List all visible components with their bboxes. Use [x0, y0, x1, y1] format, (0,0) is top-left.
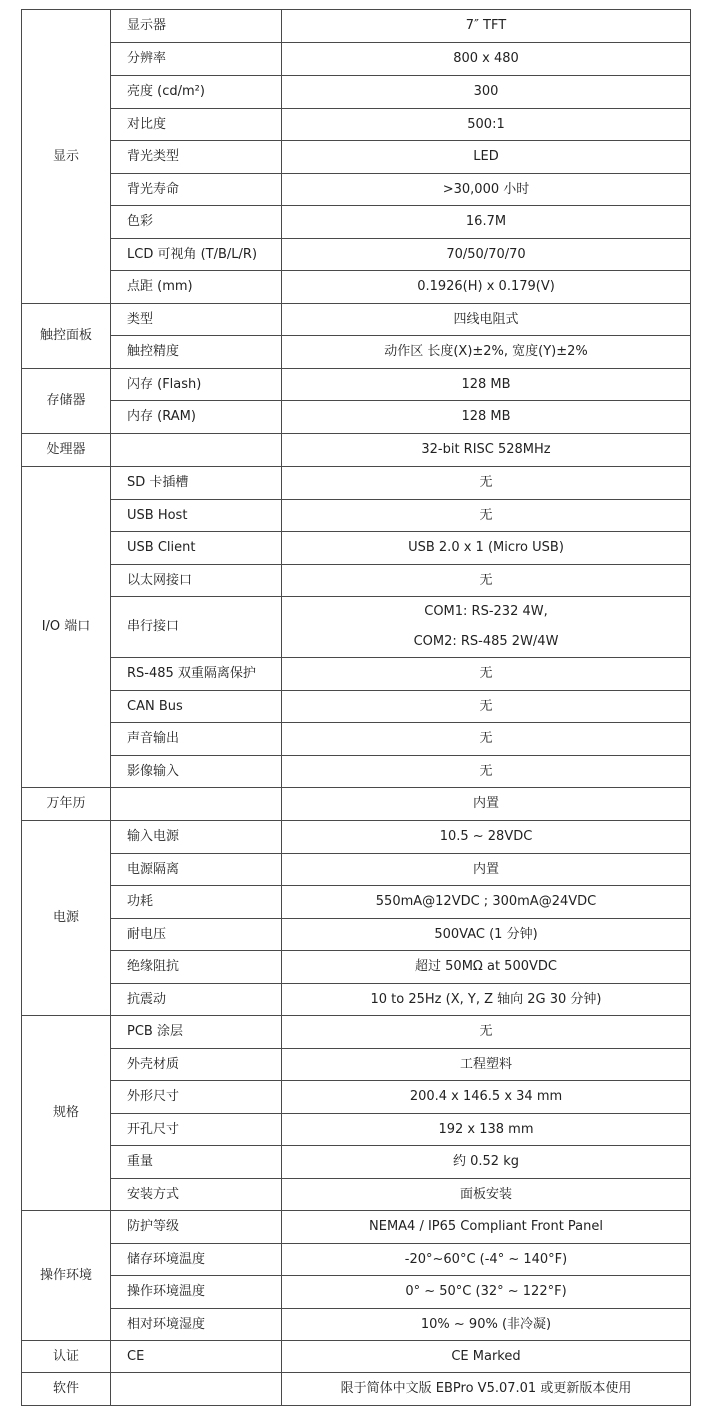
category-cell: 存储器 [22, 369, 111, 434]
item-cell [111, 434, 282, 467]
item-cell: 闪存 (Flash) [111, 369, 282, 401]
category-cell: 处理器 [22, 434, 111, 467]
category-cell: I/O 端口 [22, 467, 111, 788]
value-cell: 200.4 x 146.5 x 34 mm [282, 1081, 691, 1114]
item-cell: 外壳材质 [111, 1049, 282, 1081]
table-row [22, 1276, 691, 1309]
item-cell: RS-485 双重隔离保护 [111, 658, 282, 691]
value-cell: 70/50/70/70 [282, 239, 691, 271]
table-row [22, 1179, 691, 1211]
table-row [22, 788, 691, 821]
table-row [22, 658, 691, 691]
value-cell: 约 0.52 kg [282, 1146, 691, 1179]
item-cell: 触控精度 [111, 336, 282, 369]
item-cell: 安装方式 [111, 1179, 282, 1211]
category-cell: 规格 [22, 1016, 111, 1211]
item-cell: 功耗 [111, 886, 282, 919]
table-row [22, 304, 691, 336]
table-row [22, 401, 691, 434]
item-cell: 亮度 (cd/m²) [111, 76, 282, 109]
table-row [22, 109, 691, 141]
category-cell: 软件 [22, 1373, 111, 1406]
value-line: COM1: RS-232 4W, [424, 604, 548, 619]
table-row [22, 1309, 691, 1341]
value-cell: 300 [282, 76, 691, 109]
table-row [22, 532, 691, 565]
item-cell: 以太网接口 [111, 565, 282, 597]
item-cell: 类型 [111, 304, 282, 336]
item-cell: 防护等级 [111, 1211, 282, 1244]
table-row [22, 1081, 691, 1114]
item-cell: PCB 涂层 [111, 1016, 282, 1049]
table-row [22, 1049, 691, 1081]
table-row [22, 1016, 691, 1049]
table-row [22, 434, 691, 467]
value-cell: 内置 [282, 788, 691, 821]
table-row [22, 951, 691, 984]
item-cell: 绝缘阻抗 [111, 951, 282, 984]
value-cell: 面板安装 [282, 1179, 691, 1211]
value-cell: 0.1926(H) x 0.179(V) [282, 271, 691, 304]
table-row [22, 886, 691, 919]
item-cell: USB Client [111, 532, 282, 565]
table-row [22, 919, 691, 951]
table-row [22, 271, 691, 304]
item-cell [111, 788, 282, 821]
value-cell: >30,000 小时 [282, 174, 691, 206]
value-cell: 工程塑料 [282, 1049, 691, 1081]
item-cell: 影像输入 [111, 756, 282, 788]
value-cell: 无 [282, 723, 691, 756]
item-cell: CE [111, 1341, 282, 1373]
table-row [22, 1341, 691, 1373]
value-cell: 16.7M [282, 206, 691, 239]
table-row [22, 691, 691, 723]
table-row [22, 336, 691, 369]
value-cell: 超过 50MΩ at 500VDC [282, 951, 691, 984]
table-row [22, 10, 691, 43]
value-cell: 四线电阻式 [282, 304, 691, 336]
category-cell: 操作环境 [22, 1211, 111, 1341]
value-cell: 无 [282, 1016, 691, 1049]
category-cell: 万年历 [22, 788, 111, 821]
table-row [22, 984, 691, 1016]
value-cell: 10 to 25Hz (X, Y, Z 轴向 2G 30 分钟) [282, 984, 691, 1016]
item-cell: LCD 可视角 (T/B/L/R) [111, 239, 282, 271]
value-cell: 500:1 [282, 109, 691, 141]
value-cell: 10% ~ 90% (非冷凝) [282, 1309, 691, 1341]
value-cell: CE Marked [282, 1341, 691, 1373]
value-cell: 32-bit RISC 528MHz [282, 434, 691, 467]
value-cell: 内置 [282, 854, 691, 886]
spec-table-body [22, 10, 691, 1406]
value-line: COM2: RS-485 2W/4W [413, 634, 559, 649]
value-cell: 128 MB [282, 401, 691, 434]
table-row [22, 1114, 691, 1146]
value-cell: 10.5 ~ 28VDC [282, 821, 691, 854]
value-cell: 无 [282, 500, 691, 532]
table-row [22, 821, 691, 854]
table-row [22, 43, 691, 76]
table-row [22, 467, 691, 500]
item-cell: 开孔尺寸 [111, 1114, 282, 1146]
value-cell: 128 MB [282, 369, 691, 401]
table-row [22, 141, 691, 174]
item-cell: CAN Bus [111, 691, 282, 723]
table-row [22, 1244, 691, 1276]
value-cell: 550mA@12VDC ; 300mA@24VDC [282, 886, 691, 919]
item-cell: 点距 (mm) [111, 271, 282, 304]
item-cell: 内存 (RAM) [111, 401, 282, 434]
value-cell [282, 597, 691, 658]
value-cell: NEMA4 / IP65 Compliant Front Panel [282, 1211, 691, 1244]
item-cell: 声音输出 [111, 723, 282, 756]
table-row [22, 565, 691, 597]
item-cell: 分辨率 [111, 43, 282, 76]
value-cell: -20°~60°C (-4° ~ 140°F) [282, 1244, 691, 1276]
item-cell: 电源隔离 [111, 854, 282, 886]
table-row [22, 239, 691, 271]
item-cell: 色彩 [111, 206, 282, 239]
item-cell: 重量 [111, 1146, 282, 1179]
value-cell: 无 [282, 565, 691, 597]
value-cell: 无 [282, 691, 691, 723]
category-cell: 电源 [22, 821, 111, 1016]
item-cell [111, 1373, 282, 1406]
value-cell: 7″ TFT [282, 10, 691, 43]
table-row [22, 500, 691, 532]
category-cell: 显示 [22, 10, 111, 304]
value-cell: 0° ~ 50°C (32° ~ 122°F) [282, 1276, 691, 1309]
value-cell: 无 [282, 756, 691, 788]
item-cell: 输入电源 [111, 821, 282, 854]
value-cell: 无 [282, 467, 691, 500]
table-row [22, 174, 691, 206]
item-cell: 对比度 [111, 109, 282, 141]
table-row [22, 369, 691, 401]
item-cell: 操作环境温度 [111, 1276, 282, 1309]
category-cell: 触控面板 [22, 304, 111, 369]
table-row [22, 76, 691, 109]
value-cell: 192 x 138 mm [282, 1114, 691, 1146]
item-cell: 相对环境湿度 [111, 1309, 282, 1341]
table-row [22, 756, 691, 788]
value-cell: 800 x 480 [282, 43, 691, 76]
category-cell: 认证 [22, 1341, 111, 1373]
item-cell: 外形尺寸 [111, 1081, 282, 1114]
item-cell: USB Host [111, 500, 282, 532]
value-cell: USB 2.0 x 1 (Micro USB) [282, 532, 691, 565]
item-cell: 背光寿命 [111, 174, 282, 206]
table-row [22, 1373, 691, 1406]
value-cell: LED [282, 141, 691, 174]
table-row [22, 597, 691, 658]
table-row [22, 854, 691, 886]
value-cell: 动作区 长度(X)±2%, 宽度(Y)±2% [282, 336, 691, 369]
item-cell: 耐电压 [111, 919, 282, 951]
item-cell: 背光类型 [111, 141, 282, 174]
value-cell: 限于简体中文版 EBPro V5.07.01 或更新版本使用 [282, 1373, 691, 1406]
table-row [22, 1146, 691, 1179]
item-cell: 串行接口 [111, 597, 282, 658]
value-cell: 无 [282, 658, 691, 691]
spec-table [21, 9, 691, 1406]
table-row [22, 723, 691, 756]
item-cell: 显示器 [111, 10, 282, 43]
item-cell: 储存环境温度 [111, 1244, 282, 1276]
table-row [22, 1211, 691, 1244]
value-cell: 500VAC (1 分钟) [282, 919, 691, 951]
item-cell: 抗震动 [111, 984, 282, 1016]
table-row [22, 206, 691, 239]
item-cell: SD 卡插槽 [111, 467, 282, 500]
